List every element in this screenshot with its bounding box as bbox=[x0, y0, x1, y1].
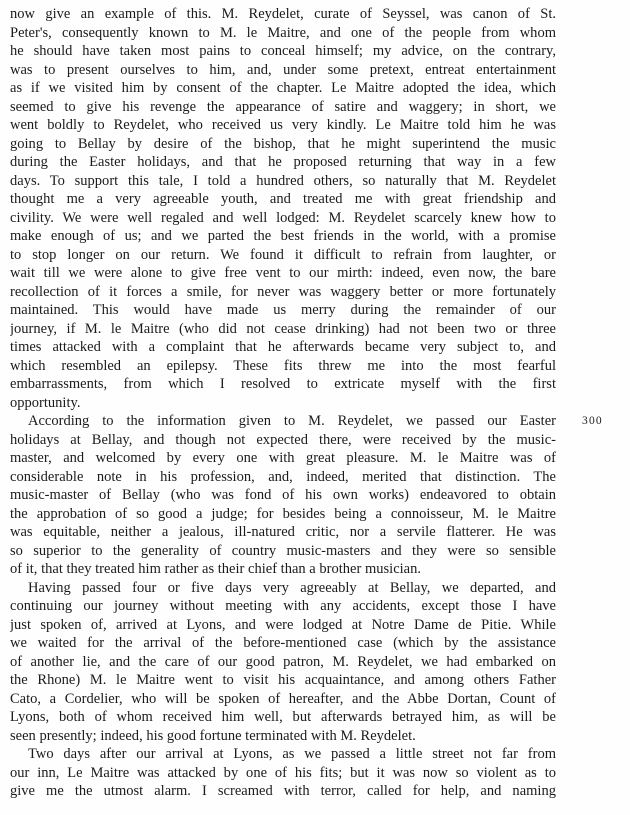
text-line: which resembled an epilepsy. These fits threw me into the most fearful bbox=[10, 357, 556, 374]
text-line: seemed to give his revenge the appearance of satire and waggery; in short, we bbox=[10, 98, 556, 115]
text-line: Cato, a Cordelier, who will be spoken of hereafter, and the Abbe Dortan, Count of bbox=[10, 690, 556, 707]
text-line: maintained. This would have made us merry during the remainder of our bbox=[10, 302, 556, 318]
page-number: 300 bbox=[582, 415, 603, 427]
text-line: wait till we were alone to give free vent to our mirth: indeed, even now, the bare bbox=[10, 265, 556, 281]
paragraph bbox=[10, 412, 556, 579]
text-line: days. To support this tale, I told a hundred others, so naturally that M. Reydelet bbox=[10, 172, 556, 189]
paragraph bbox=[10, 5, 556, 412]
text-line: went boldly to Reydelet, who received us very kindly. Le Maitre told him he was bbox=[10, 117, 556, 133]
text-column bbox=[10, 5, 556, 801]
text-line: civility. We were well regaled and well lodged: M. Reydelet scarcely knew how to bbox=[10, 209, 556, 226]
text-line: seen presently; indeed, his good fortune terminated with M. Reydelet. bbox=[10, 727, 416, 744]
text-line: was to present ourselves to him, and, under some pretext, entreat entertainment bbox=[10, 61, 556, 78]
text-line: going to Bellay by desire of the bishop, that he might superintend the music bbox=[10, 135, 556, 152]
paragraph bbox=[10, 745, 556, 801]
text-line: of another lie, and the care of our good patron, M. Reydelet, we had embarked on bbox=[10, 653, 556, 670]
text-line: now give an example of this. M. Reydelet, curate of Seyssel, was canon of St. bbox=[10, 6, 556, 22]
text-line: Peter's, consequently known to M. le Maitre, and one of the people from whom bbox=[10, 24, 556, 41]
text-line: just spoken of, arrived at Lyons, and were lodged at Notre Dame de Pitie. While bbox=[10, 616, 556, 633]
text-line: considerable note in his profession, and, indeed, merited that distinction. The bbox=[10, 468, 556, 485]
text-line: Lyons, both of whom received him well, but afterwards betrayed him, as will be bbox=[10, 709, 556, 725]
text-line: to stop longer on our return. We found it difficult to refrain from laughter, or bbox=[10, 246, 556, 263]
text-line: the approbation of so good a judge; for besides being a connoisseur, M. le Maitre bbox=[10, 505, 556, 522]
text-line: as if we visited him by consent of the chapter. Le Maitre adopted the idea, which bbox=[10, 80, 556, 96]
text-line: give me the utmost alarm. I screamed with terror, called for help, and naming bbox=[10, 783, 556, 799]
text-line: opportunity. bbox=[10, 394, 81, 411]
text-line: during the Easter holidays, and that he proposed returning that way in a few bbox=[10, 154, 556, 170]
text-line: embarrassments, from which I resolved to extricate myself with the first bbox=[10, 376, 556, 392]
text-line: our inn, Le Maitre was attacked by one of his fits; but it was now so violent as to bbox=[10, 764, 556, 781]
text-line: the Rhone) M. le Maitre went to visit his acquaintance, and among others Father bbox=[10, 672, 556, 688]
text-line: we waited for the arrival of the before-mentioned case (which by the assistance bbox=[10, 635, 556, 651]
text-line: of it, that they treated him rather as their chief than a brother musician. bbox=[10, 561, 422, 577]
text-line: journey, if M. le Maitre (who did not cease drinking) had not been two or three bbox=[10, 320, 556, 337]
text-line: Two days after our arrival at Lyons, as we passed a little street not far from bbox=[28, 746, 556, 762]
text-line: recollection of it forces a smile, for never was waggery better or more fortunately bbox=[10, 283, 556, 300]
text-line: Having passed four or five days very agreeably at Bellay, we departed, and bbox=[28, 579, 556, 596]
text-line: thought me a very agreeable youth, and treated me with great friendship and bbox=[10, 191, 556, 207]
text-line: holidays at Bellay, and though not expected there, were received by the music- bbox=[10, 431, 556, 448]
text-line: continuing our journey without meeting with any accidents, except those I have bbox=[10, 598, 556, 614]
text-line: According to the information given to M. Reydelet, we passed our Easter bbox=[28, 413, 556, 429]
text-line: music-master of Bellay (who was fond of his own works) endeavored to obtain bbox=[10, 487, 556, 503]
text-line: times attacked with a complaint that he afterwards became very subject to, and bbox=[10, 339, 556, 355]
text-line: make enough of us; and we parted the best friends in the world, with a promise bbox=[10, 228, 556, 244]
text-line: he should have taken most pains to conceal himself; my advice, on the contrary, bbox=[10, 43, 556, 59]
text-line: so superior to the generality of country music-masters and they were so sensible bbox=[10, 542, 556, 559]
paragraph bbox=[10, 579, 556, 746]
text-line: master, and welcomed by every one with great pleasure. M. le Maitre was of bbox=[10, 450, 556, 466]
text-line: was equitable, neither a jealous, ill-natured critic, nor a servile flatterer. He was bbox=[10, 524, 556, 540]
